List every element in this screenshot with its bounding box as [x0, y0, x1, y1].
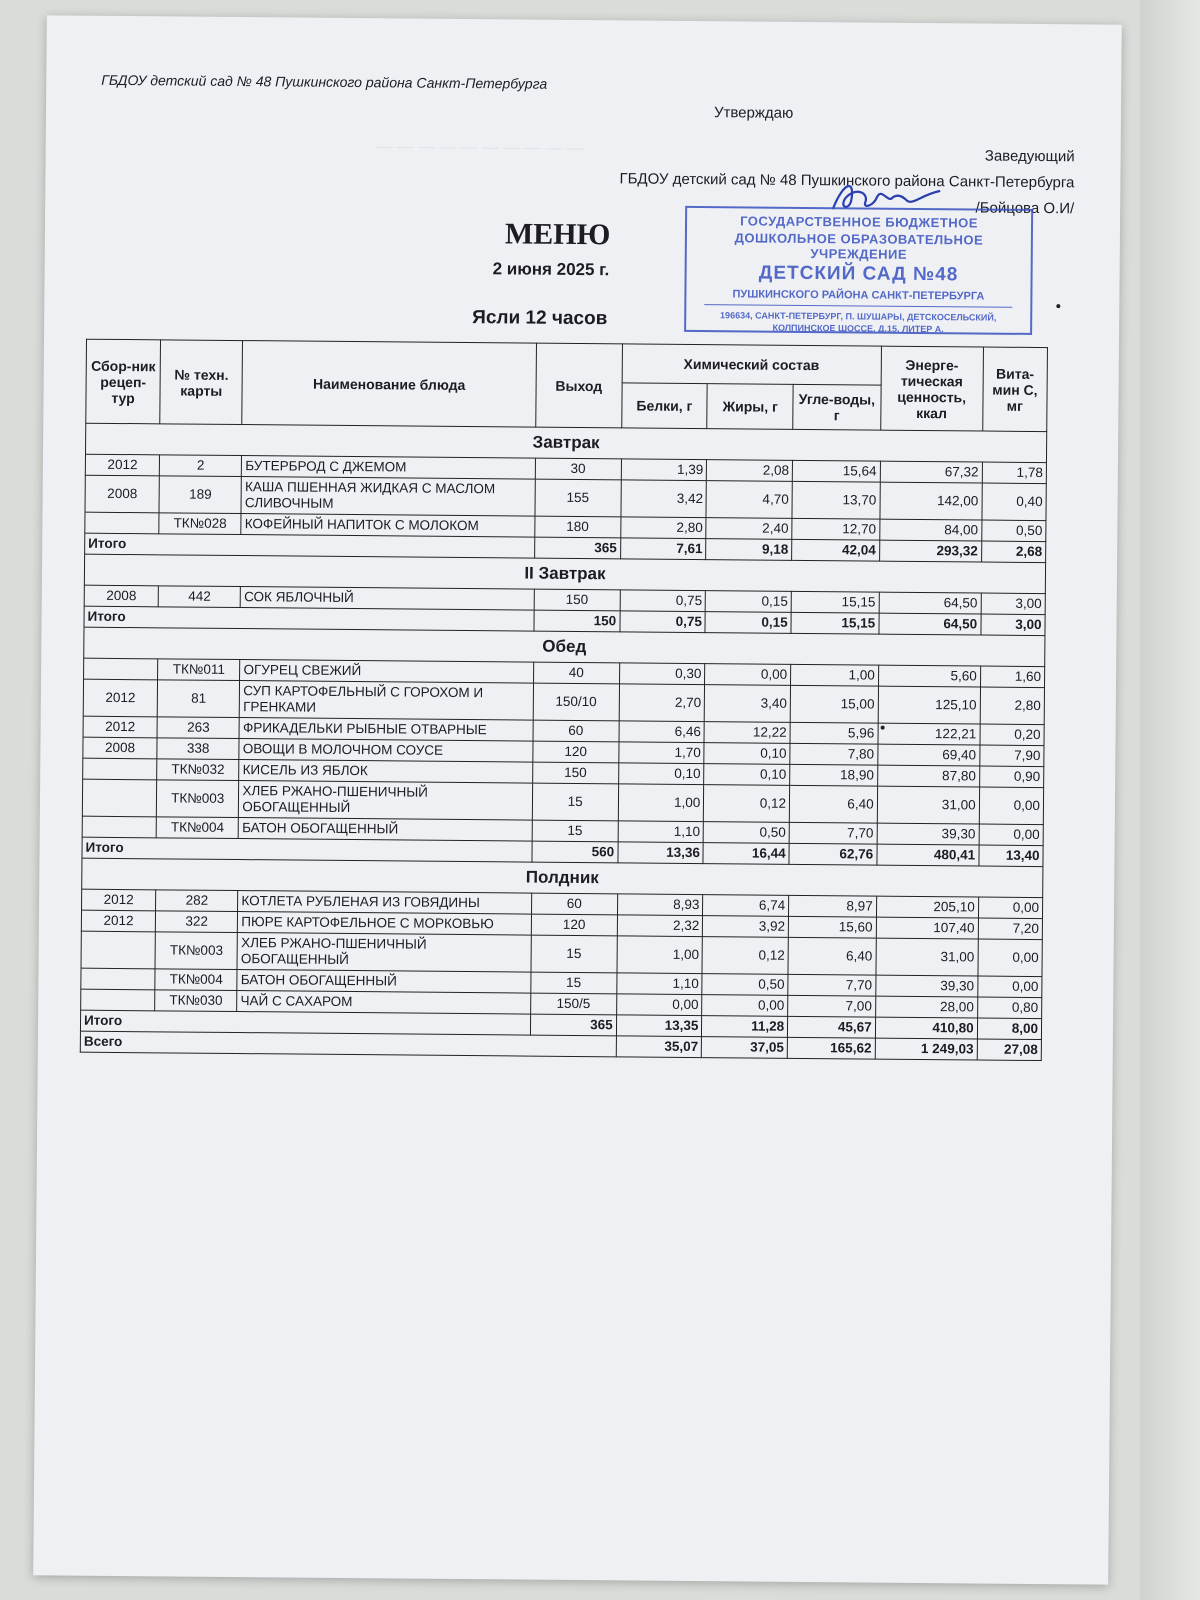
cell-card: ТК№003	[157, 780, 239, 818]
total-output: 150	[534, 610, 620, 632]
cell-fat: 3,40	[705, 685, 791, 723]
total-output: 365	[534, 537, 620, 559]
cell-energy: 205,10	[876, 896, 978, 918]
cell-protein: 2,32	[617, 915, 703, 937]
total-energy: 293,32	[879, 540, 981, 562]
cell-vitamin: 0,90	[979, 766, 1044, 788]
total-vitamin: 13,40	[979, 845, 1044, 867]
cell-energy: 107,40	[876, 917, 978, 939]
cell-carbs: 6,40	[788, 937, 876, 975]
stamp-line-1: ГОСУДАРСТВЕННОЕ БЮДЖЕТНОЕ	[740, 213, 979, 231]
header-energy: Энерге-тическая ценность, ккал	[880, 346, 983, 431]
cell-energy: 125,10	[878, 686, 980, 724]
cell-energy: 122,21	[878, 723, 980, 745]
cell-card: 322	[156, 911, 238, 933]
grand-total-energy: 1 249,03	[875, 1038, 977, 1060]
header-chem: Химический состав	[622, 344, 881, 385]
stamp-line-4: ПУШКИНСКОГО РАЙОНА САНКТ-ПЕТЕРБУРГА	[732, 288, 985, 303]
total-energy: 480,41	[877, 844, 979, 866]
cell-collection: 2008	[85, 475, 160, 513]
total-carbs: 45,67	[788, 1016, 876, 1038]
cell-output: 15	[531, 935, 617, 973]
header-fat: Жиры, г	[707, 384, 793, 430]
background-surface	[1140, 0, 1200, 1600]
total-fat: 0,15	[705, 612, 791, 634]
cell-dish: ОГУРЕЦ СВЕЖИЙ	[240, 660, 534, 684]
cell-carbs: 7,70	[788, 974, 876, 996]
cell-protein: 0,30	[619, 663, 705, 685]
menu-title: МЕНЮ	[504, 217, 611, 252]
cell-vitamin: 0,50	[981, 520, 1046, 542]
cell-fat: 0,50	[704, 822, 790, 844]
cell-output: 60	[531, 893, 617, 915]
cell-fat: 3,92	[703, 916, 789, 938]
cell-output: 30	[535, 458, 621, 480]
menu-table	[80, 339, 1048, 1061]
cell-carbs: 1,00	[791, 664, 879, 686]
cell-dish: ФРИКАДЕЛЬКИ РЫБНЫЕ ОТВАРНЫЕ	[239, 718, 533, 742]
cell-vitamin: 7,90	[979, 745, 1044, 767]
total-protein: 13,36	[618, 842, 704, 864]
show-through-text: — — — — — — — — — —	[375, 136, 585, 158]
cell-energy: 39,30	[875, 975, 977, 997]
cell-card: 263	[157, 717, 239, 739]
cell-output: 40	[533, 662, 619, 684]
cell-dish: КИСЕЛЬ ИЗ ЯБЛОК	[239, 760, 533, 784]
cell-protein: 1,00	[618, 784, 704, 822]
grand-total-vitamin: 27,08	[977, 1039, 1042, 1061]
official-stamp	[684, 206, 1033, 335]
cell-output: 150/5	[530, 993, 616, 1015]
cell-energy: 142,00	[880, 482, 982, 520]
total-vitamin: 8,00	[977, 1018, 1042, 1040]
header-output: Выход	[536, 343, 623, 428]
cell-protein: 2,80	[620, 517, 706, 539]
menu-group: Ясли 12 часов	[472, 307, 608, 330]
cell-fat: 4,70	[706, 481, 792, 519]
cell-vitamin: 0,00	[978, 939, 1043, 977]
cell-collection	[84, 658, 158, 680]
cell-dish: СОК ЯБЛОЧНЫЙ	[241, 587, 535, 611]
stamp-line-3: ДЕТСКИЙ САД №48	[758, 262, 959, 286]
total-energy: 64,50	[879, 613, 981, 635]
menu-date: 2 июня 2025 г.	[492, 259, 610, 280]
total-carbs: 62,76	[789, 843, 877, 865]
cell-protein: 3,42	[621, 480, 707, 518]
cell-carbs: 8,97	[789, 895, 877, 917]
cell-vitamin: 1,78	[982, 462, 1047, 484]
cell-fat: 0,10	[704, 764, 790, 786]
cell-protein: 1,10	[616, 973, 702, 995]
cell-fat: 0,10	[704, 743, 790, 765]
total-label: Итого	[85, 533, 535, 558]
cell-dish: КАША ПШЕННАЯ ЖИДКАЯ С МАСЛОМ СЛИВОЧНЫМ	[241, 477, 535, 517]
approver-organization: ГБДОУ детский сад № 48 Пушкинского района Санкт-Петербурга	[619, 170, 1075, 192]
total-energy: 410,80	[875, 1017, 977, 1039]
cell-vitamin: 0,80	[977, 997, 1042, 1019]
cell-card: 282	[156, 890, 238, 912]
cell-output: 150	[532, 762, 618, 784]
section-title: Полдник	[82, 858, 1043, 897]
cell-output: 155	[535, 479, 621, 517]
cell-dish: ХЛЕБ РЖАНО-ПШЕНИЧНЫЙ ОБОГАЩЕННЫЙ	[239, 781, 533, 821]
grand-total-label: Всего	[80, 1031, 616, 1057]
cell-dish: ОВОЩИ В МОЛОЧНОМ СОУСЕ	[239, 739, 533, 763]
cell-energy: 67,32	[880, 461, 982, 483]
cell-energy: 64,50	[879, 592, 981, 614]
total-fat: 11,28	[702, 1016, 788, 1038]
cell-card: 2	[160, 455, 242, 477]
cell-vitamin: 0,00	[979, 787, 1044, 825]
cell-fat: 6,74	[703, 895, 789, 917]
cell-card: ТК№030	[155, 990, 237, 1012]
organization-header: ГБДОУ детский сад № 48 Пушкинского района Санкт-Петербурга	[101, 71, 548, 92]
cell-protein: 1,70	[618, 742, 704, 764]
cell-card: 338	[157, 738, 239, 760]
cell-vitamin: 3,00	[981, 593, 1046, 615]
header-protein: Белки, г	[621, 383, 707, 429]
cell-protein: 6,46	[619, 721, 705, 743]
section-title: Обед	[84, 627, 1045, 666]
cell-collection: 2008	[83, 737, 157, 759]
menu-table-body	[80, 423, 1046, 1060]
cell-collection	[82, 779, 157, 817]
cell-protein: 0,10	[618, 763, 704, 785]
header-card: № техн. карты	[160, 340, 243, 425]
cell-vitamin: 0,00	[979, 824, 1044, 846]
cell-fat: 12,22	[704, 722, 790, 744]
cell-dish: БАТОН ОБОГАЩЕННЫЙ	[237, 970, 531, 994]
cell-protein: 0,75	[620, 590, 706, 612]
cell-fat: 0,12	[704, 785, 790, 823]
grand-total-carbs: 165,62	[787, 1037, 875, 1059]
cell-dish: ХЛЕБ РЖАНО-ПШЕНИЧНЫЙ ОБОГАЩЕННЫЙ	[237, 933, 531, 973]
cell-output: 15	[531, 972, 617, 994]
cell-dish: КОТЛЕТА РУБЛЕНАЯ ИЗ ГОВЯДИНЫ	[238, 891, 532, 915]
total-vitamin: 2,68	[981, 541, 1046, 563]
cell-energy: 5,60	[878, 665, 980, 687]
cell-fat: 2,40	[706, 518, 792, 540]
grand-total-fat: 37,05	[702, 1037, 788, 1059]
cell-dish: СУП КАРТОФЕЛЬНЫЙ С ГОРОХОМ И ГРЕНКАМИ	[240, 681, 534, 721]
approver-role: Заведующий	[984, 147, 1075, 166]
cell-energy: 69,40	[877, 744, 979, 766]
section-title: II Завтрак	[84, 554, 1045, 593]
cell-collection: 2012	[83, 679, 158, 717]
cell-vitamin: 0,40	[982, 483, 1047, 521]
cell-output: 180	[535, 516, 621, 538]
total-fat: 9,18	[706, 539, 792, 561]
cell-carbs: 15,60	[788, 916, 876, 938]
header-vitamin: Вита-мин С, мг	[982, 347, 1047, 432]
cell-protein: 1,39	[621, 459, 707, 481]
cell-card: ТК№028	[159, 513, 241, 535]
cell-fat: 0,15	[706, 591, 792, 613]
cell-carbs: 7,70	[789, 822, 877, 844]
cell-vitamin: 0,00	[977, 976, 1042, 998]
cell-card: 189	[159, 476, 241, 514]
cell-carbs: 6,40	[789, 785, 877, 823]
cell-carbs: 5,96	[790, 722, 878, 744]
cell-collection: 2008	[84, 585, 158, 607]
cell-fat: 0,00	[705, 664, 791, 686]
cell-card: 442	[158, 586, 240, 608]
cell-energy: 31,00	[876, 938, 978, 976]
cell-vitamin: 7,20	[978, 918, 1043, 940]
paper-mark	[881, 726, 885, 730]
total-carbs: 15,15	[791, 612, 879, 634]
cell-carbs: 7,00	[788, 995, 876, 1017]
cell-collection: 2012	[82, 889, 156, 911]
approver-name: /Бойцова О.И/	[975, 199, 1075, 218]
cell-collection	[82, 816, 156, 838]
cell-output: 60	[533, 720, 619, 742]
cell-card: 81	[157, 680, 239, 718]
cell-carbs: 15,64	[792, 460, 880, 482]
header-dish: Наименование блюда	[242, 341, 536, 428]
cell-vitamin: 1,60	[980, 666, 1045, 688]
cell-output: 15	[532, 820, 618, 842]
cell-dish: КОФЕЙНЫЙ НАПИТОК С МОЛОКОМ	[241, 514, 535, 538]
total-output: 365	[530, 1014, 616, 1036]
cell-collection	[83, 758, 157, 780]
cell-collection	[81, 989, 155, 1011]
cell-card: ТК№011	[158, 659, 240, 681]
cell-fat: 0,00	[702, 995, 788, 1017]
cell-carbs: 12,70	[792, 518, 880, 540]
total-label: Итого	[84, 606, 534, 631]
cell-collection	[81, 931, 156, 969]
stamp-line-2: ДОШКОЛЬНОЕ ОБРАЗОВАТЕЛЬНОЕ УЧРЕЖДЕНИЕ	[734, 230, 984, 262]
cell-carbs: 15,15	[791, 591, 879, 613]
cell-protein: 1,10	[618, 821, 704, 843]
cell-dish: ЧАЙ С САХАРОМ	[237, 991, 531, 1015]
total-vitamin: 3,00	[981, 614, 1046, 636]
section-title: Завтрак	[85, 423, 1046, 462]
cell-energy: 31,00	[877, 786, 979, 824]
cell-carbs: 13,70	[792, 481, 880, 519]
cell-card: ТК№003	[155, 932, 237, 970]
total-label: Итого	[82, 837, 532, 862]
stamp-address: 196634, САНКТ-ПЕТЕРБУРГ, П. ШУШАРЫ, ДЕТСКОСЕЛЬСКИЙ, КОЛПИНСКОЕ ШОССЕ, Д.15, ЛИТЕР А.	[720, 310, 997, 335]
cell-protein: 0,00	[616, 994, 702, 1016]
cell-energy: 39,30	[877, 823, 979, 845]
total-label: Итого	[80, 1010, 530, 1035]
cell-protein: 8,93	[617, 894, 703, 916]
header-carbs: Угле-воды, г	[793, 384, 881, 430]
header-collection: Сбор-ник рецеп-тур	[86, 339, 161, 424]
cell-output: 150	[534, 589, 620, 611]
paper-mark	[1056, 304, 1060, 308]
menu-document-sheet	[33, 15, 1122, 1584]
cell-dish: БУТЕРБРОД С ДЖЕМОМ	[242, 456, 536, 480]
cell-carbs: 15,00	[790, 685, 878, 723]
stamp-divider	[704, 304, 1012, 308]
cell-fat: 0,50	[702, 974, 788, 996]
grand-total-protein: 35,07	[616, 1036, 702, 1058]
cell-carbs: 18,90	[790, 764, 878, 786]
approve-label: Утверждаю	[713, 104, 794, 122]
cell-dish: БАТОН ОБОГАЩЕННЫЙ	[239, 818, 533, 842]
cell-energy: 87,80	[877, 765, 979, 787]
cell-fat: 0,12	[702, 937, 788, 975]
total-protein: 0,75	[620, 611, 706, 633]
cell-output: 120	[533, 741, 619, 763]
cell-carbs: 7,80	[790, 743, 878, 765]
cell-collection: 2012	[83, 716, 157, 738]
cell-card: ТК№004	[155, 969, 237, 991]
cell-output: 150/10	[533, 683, 619, 721]
cell-card: ТК№004	[156, 817, 238, 839]
cell-dish: ПЮРЕ КАРТОФЕЛЬНОЕ С МОРКОВЬЮ	[238, 912, 532, 936]
cell-collection: 2012	[85, 454, 159, 476]
cell-collection: 2012	[81, 910, 155, 932]
cell-protein: 1,00	[617, 936, 703, 974]
total-protein: 13,35	[616, 1015, 702, 1037]
cell-output: 15	[532, 783, 618, 821]
cell-card: ТК№032	[157, 759, 239, 781]
cell-vitamin: 2,80	[980, 687, 1045, 725]
cell-output: 120	[531, 914, 617, 936]
cell-collection	[81, 968, 155, 990]
cell-vitamin: 0,20	[980, 724, 1045, 746]
total-output: 560	[532, 841, 618, 863]
total-carbs: 42,04	[792, 539, 880, 561]
cell-protein: 2,70	[619, 684, 705, 722]
cell-vitamin: 0,00	[978, 897, 1043, 919]
cell-energy: 84,00	[879, 519, 981, 541]
cell-energy: 28,00	[875, 996, 977, 1018]
total-fat: 16,44	[703, 843, 789, 865]
total-protein: 7,61	[620, 538, 706, 560]
cell-fat: 2,08	[707, 460, 793, 482]
cell-collection	[85, 512, 159, 534]
